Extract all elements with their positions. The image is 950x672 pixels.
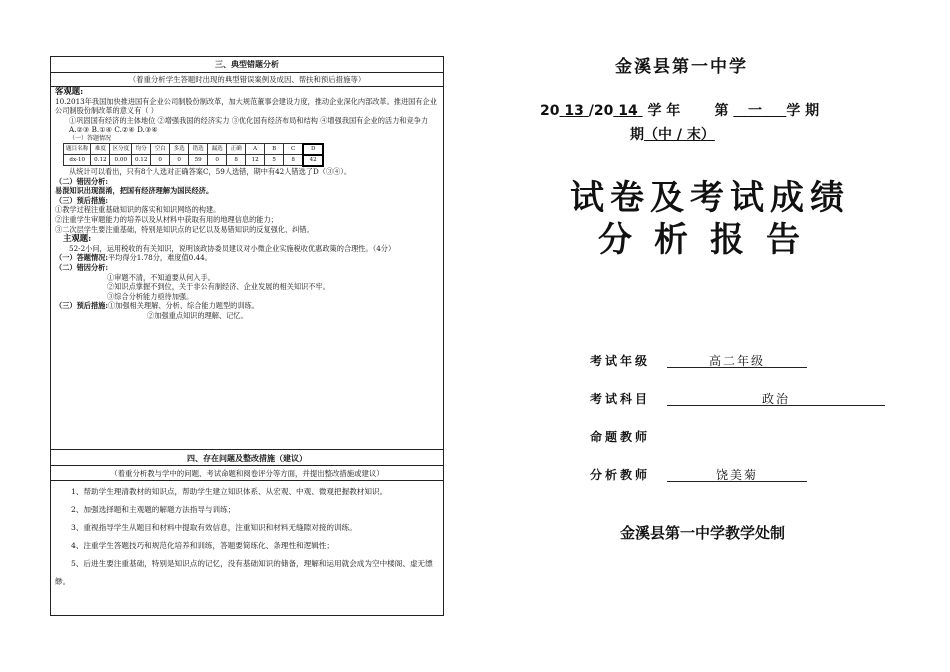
sub-measure-item: ②加强重点知识的理解、记忆。 <box>147 310 248 320</box>
section3-note: （着重分析学生答题时出现的典型错误案例及成因、帮扶和预后措施等） <box>128 75 366 84</box>
sub-reason-item: ①审题不清，不知道要从何入手。 <box>107 272 215 282</box>
stats-cell: 8 <box>227 155 246 166</box>
stats-summary: 从统计可以看出，只有8个人选对正确答案C，59人选错，期中有42人错选了D（③④）。 <box>69 166 352 176</box>
stats-caption: （一）答题情况 <box>69 134 112 142</box>
stats-cell: 59 <box>189 155 208 166</box>
year-prefix: 20 <box>540 103 560 119</box>
sub-question: 52-2小问，运用税收的有关知识，说明该政协委员建议对小微企业实施税收优惠政策的合理性。（4分） <box>69 243 396 253</box>
sub-measure-item: ①加强相关理解、分析、综合能力题型的训练。 <box>107 301 259 311</box>
cover-page <box>470 0 950 672</box>
sub-measure-heading: （三）预后措施: <box>55 301 108 311</box>
stats-cell: 12 <box>246 155 265 166</box>
school-year-line <box>540 100 819 120</box>
stats-cell: 42 <box>303 155 323 166</box>
stats-cell: 0 <box>170 155 189 166</box>
field-label-setter: 命题教师 <box>590 430 651 444</box>
term-value: 一 <box>747 103 762 119</box>
exam-type: （中 / 末） <box>644 127 715 143</box>
field-value-subject: 政治 <box>667 390 885 406</box>
stats-header: 多选 <box>170 144 189 155</box>
stats-cell: 0 <box>151 155 170 166</box>
field-label-analyst: 分析教师 <box>590 468 651 482</box>
measure-heading: （三）预后措施: <box>55 195 108 205</box>
subjective-heading: 主观题: <box>63 233 92 244</box>
sub-reason-heading: （二）错因分析: <box>55 262 108 272</box>
stats-header: D <box>303 144 323 155</box>
measure-item: ③二次层学生要注重基础，特别是知识点的记忆以及易错知识的反复强化、纠错。 <box>55 224 314 234</box>
stats-header: 空白 <box>151 144 170 155</box>
stats-header: 题目名称 <box>64 144 91 155</box>
report-subtitle: 分析报告 <box>598 220 822 260</box>
stats-header: 难度 <box>91 144 110 155</box>
suggestion-item: 5、后进生要注重基础，特别是知识点的记忆，没有基础知识的储备，理解和运用就会成为空中楼阁、虚无缥缈。 <box>55 559 433 586</box>
exam-label: 期 <box>630 127 644 143</box>
sub-answer-text: 平均得分1.78分，难度值0.44。 <box>107 253 212 263</box>
question-options: ①巩固国有经济的主体地位 ②增强我国的经济实力 ③优化国有经济布局和结构 ④增强我国有企业的活力和竞争力 <box>69 115 429 125</box>
reason-text: 易混知识出现混淆，把国有经济理解为国民经济。 <box>55 186 214 196</box>
sub-reason-item: ③综合分析能力亟待加强。 <box>107 291 194 301</box>
field-value-analyst: 饶美菊 <box>667 466 807 482</box>
suggestion-item: 3、重视指导学生从题目和材料中提取有效信息，注重知识和材料无缝隙对接的训练。 <box>71 523 357 532</box>
stats-header: 错选 <box>189 144 208 155</box>
stats-cell: 5 <box>265 155 284 166</box>
sub-reason-item: ②知识点掌握不到位，关于非公有制经济、企业发展的相关知识不牢。 <box>107 282 330 292</box>
year-label: 学 年 <box>647 103 681 119</box>
stats-cell: 8 <box>284 155 304 166</box>
suggestion-item: 4、注重学生答题技巧和规范化培养和训练，答题要简练化、条理性和逻辑性； <box>71 541 335 550</box>
stats-header: A <box>246 144 265 155</box>
stats-cell: dx-10 <box>64 155 91 166</box>
suggestion-item: 1、帮助学生理清教材的知识点，帮助学生建立知识体系、从宏观、中观、微观把握教材知识。 <box>71 487 388 496</box>
stats-header: B <box>265 144 284 155</box>
analysis-frame <box>50 56 444 616</box>
stats-table <box>63 143 324 167</box>
field-value-grade: 高二年级 <box>667 352 807 368</box>
section4-title: 四、存在问题及整改措施（建议） <box>187 453 307 463</box>
report-title: 试卷及考试成绩 <box>570 178 850 218</box>
year-end: 14 <box>618 103 638 119</box>
measure-item: ②注重学生审题能力的培养以及从材料中获取有用的地理信息的能力； <box>55 214 278 224</box>
sub-answer-heading: （一）答题情况: <box>55 253 108 263</box>
term-label: 学 期 <box>786 103 820 119</box>
year-start: 13 <box>564 103 584 119</box>
measure-item: ①教学过程注重基础知识的落实和知识网络的构建。 <box>55 205 221 215</box>
exam-type-line <box>630 124 715 144</box>
stats-data-row <box>64 155 324 166</box>
field-label-grade: 考试年级 <box>590 354 651 368</box>
field-label-subject: 考试科目 <box>590 392 651 406</box>
term-prefix: 第 <box>714 103 729 119</box>
suggestion-item: 2、加强选择题和主观题的解题方法指导与训练； <box>71 505 236 514</box>
question-text: 10.2013年我国加快推进国有企业公司制股份制改革，加大规范董事会建设力度，推动企业深化内部改革。推进国有企业公司制股份制改革的意义有（ ） <box>55 96 437 116</box>
stats-header: 正确 <box>227 144 246 155</box>
stats-header: 均分 <box>132 144 151 155</box>
issuer-footer: 金溪县第一中学教学处制 <box>620 524 786 542</box>
reason-heading: （二）错因分析: <box>55 176 108 186</box>
objective-heading: 客观题: <box>55 86 84 96</box>
school-name: 金溪县第一中学 <box>615 57 748 77</box>
question-choices: A.②③ B.①④ C.②④ D.③④ <box>69 125 158 135</box>
stats-header: 区分度 <box>110 144 132 155</box>
stats-cell: 0.12 <box>91 155 110 166</box>
stats-header: 漏选 <box>208 144 227 155</box>
stats-header-row <box>64 144 324 155</box>
section4-note: （着重分析教与学中的问题、考试命题和阅卷评分等方面，并提出整改措施或建议） <box>110 469 384 478</box>
stats-cell: 0 <box>208 155 227 166</box>
stats-header: C <box>284 144 304 155</box>
stats-cell: 0.00 <box>110 155 132 166</box>
suggestion-list <box>55 483 439 591</box>
stats-cell: 0.12 <box>132 155 151 166</box>
year-mid: /20 <box>588 103 614 119</box>
section3-title: 三、典型错题分析 <box>215 59 279 69</box>
